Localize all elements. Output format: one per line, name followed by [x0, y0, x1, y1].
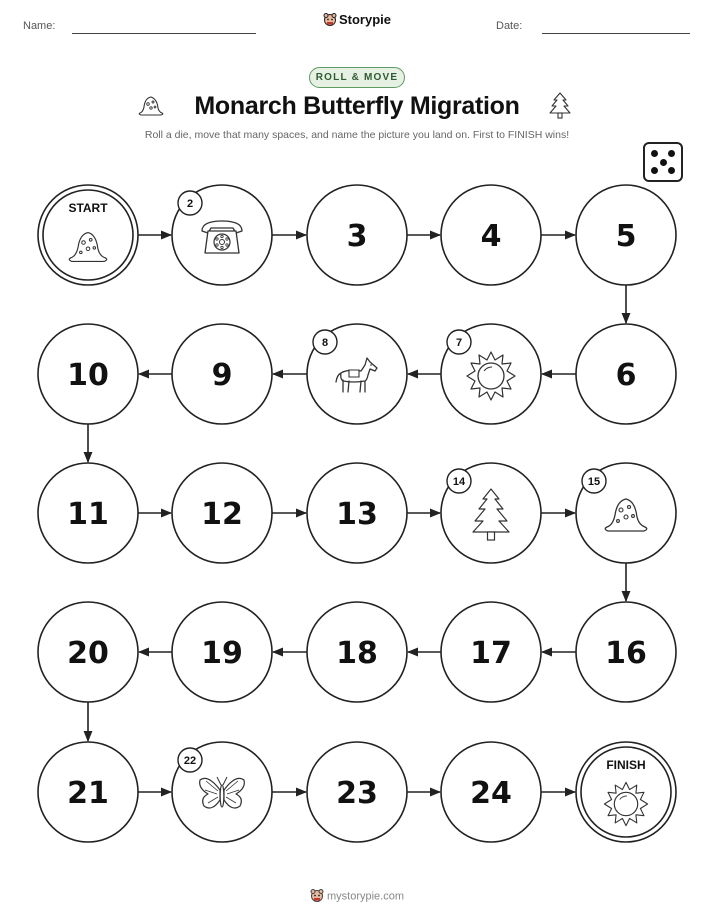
space-number: 5 — [615, 219, 637, 254]
space-number: 13 — [336, 497, 378, 532]
footer-brand — [0, 888, 714, 905]
date-label: Date: — [496, 20, 523, 32]
board-space-24 — [441, 742, 541, 842]
board-space-17 — [441, 602, 541, 702]
space-number-badge: 7 — [455, 337, 463, 349]
footer-url: mystorypie.com — [326, 890, 405, 903]
space-number-badge: 22 — [183, 755, 197, 767]
board-space-4 — [441, 185, 541, 285]
board-space-19 — [172, 602, 272, 702]
board-space-9 — [172, 324, 272, 424]
space-number-badge: 8 — [321, 337, 329, 349]
board-space-13 — [307, 463, 407, 563]
space-number: 24 — [470, 776, 512, 811]
telephone-icon — [202, 221, 242, 253]
board-space-15 — [576, 463, 676, 563]
board-space-8 — [307, 324, 407, 424]
board-space-14 — [441, 463, 541, 563]
board-space-18 — [307, 602, 407, 702]
space-number: 19 — [201, 636, 243, 671]
board-space-1 — [38, 185, 138, 285]
space-number: 6 — [615, 358, 637, 393]
space-number: 16 — [605, 636, 647, 671]
space-label: FINISH — [606, 758, 646, 772]
name-label: Name: — [23, 20, 56, 32]
board-space-10 — [38, 324, 138, 424]
board-space-11 — [38, 463, 138, 563]
board-space-2 — [172, 185, 272, 285]
space-number: 21 — [67, 776, 109, 811]
game-type-badge: ROLL & MOVE — [309, 67, 405, 88]
space-number: 23 — [336, 776, 378, 811]
space-number: 17 — [470, 636, 512, 671]
storypie-mascot-icon — [310, 888, 324, 905]
board-space-7 — [441, 324, 541, 424]
space-number: 18 — [336, 636, 378, 671]
space-number: 11 — [67, 497, 109, 532]
space-number: 3 — [346, 219, 368, 254]
board-space-6 — [576, 324, 676, 424]
board-space-16 — [576, 602, 676, 702]
brand-name: Storypie — [338, 12, 391, 27]
space-number-badge: 14 — [452, 476, 466, 488]
space-number: 20 — [67, 636, 109, 671]
space-number-badge: 15 — [587, 476, 601, 488]
space-label: START — [68, 201, 108, 215]
board-space-12 — [172, 463, 272, 563]
space-number-badge: 2 — [186, 198, 194, 210]
board-space-20 — [38, 602, 138, 702]
board-space-25 — [576, 742, 676, 842]
space-number: 4 — [480, 219, 502, 254]
board-space-23 — [307, 742, 407, 842]
board-space-22 — [172, 742, 272, 842]
page-title: Monarch Butterfly Migration — [194, 92, 520, 120]
space-number: 12 — [201, 497, 243, 532]
board-space-21 — [38, 742, 138, 842]
instructions: Roll a die, move that many spaces, and name the picture you land on. First to FINISH wins! — [144, 129, 570, 141]
board-space-3 — [307, 185, 407, 285]
space-number: 10 — [67, 358, 109, 393]
space-number: 9 — [211, 358, 233, 393]
board-space-5 — [576, 185, 676, 285]
